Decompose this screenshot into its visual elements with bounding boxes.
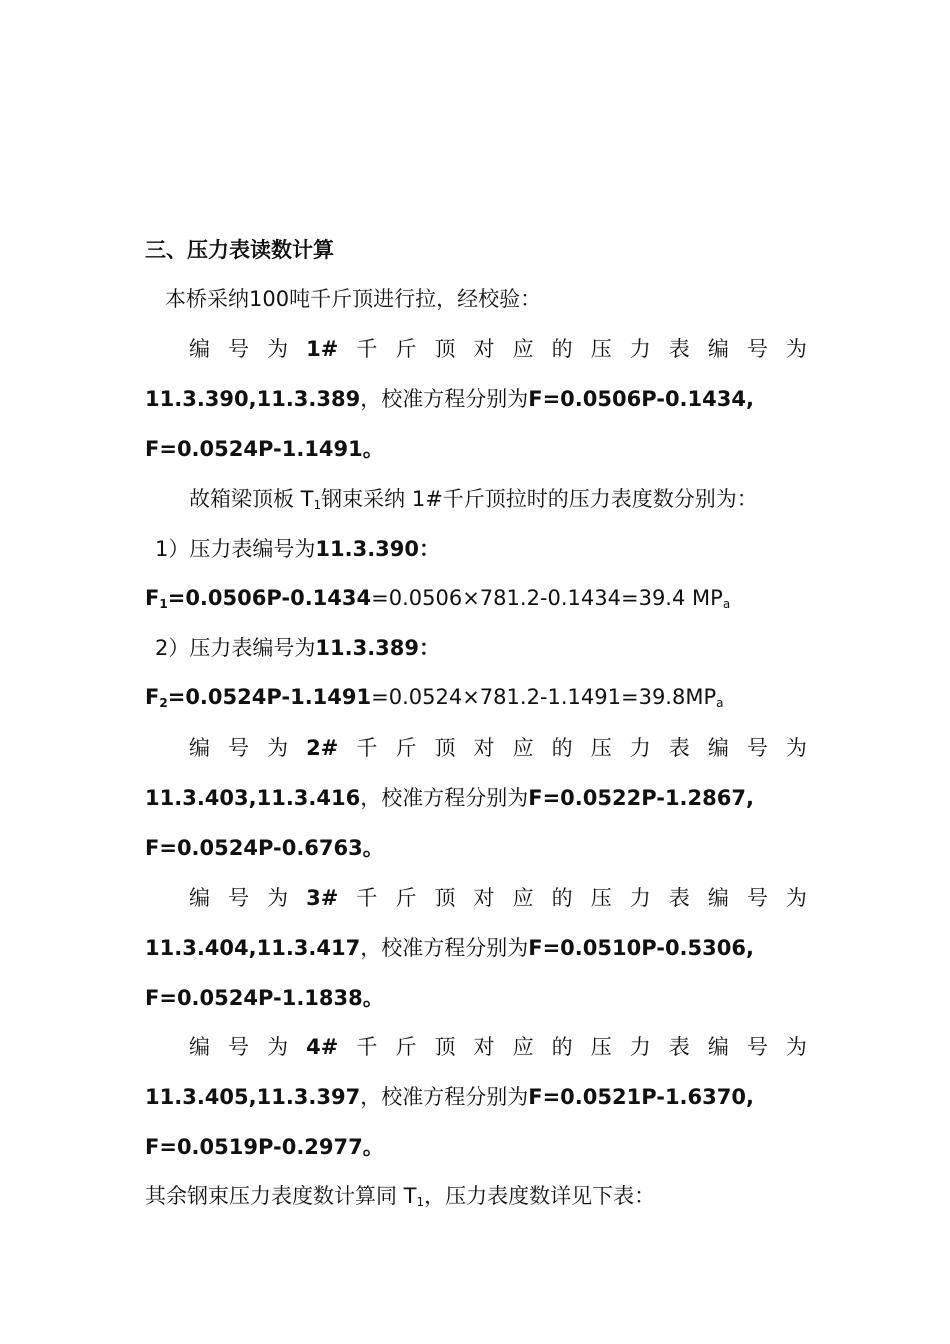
jack-1-gauge-numbers: 11.3.390,11.3.389 xyxy=(145,387,361,411)
jack-2-gauge-line: 11.3.403,11.3.416，校准方程分别为F=0.0522P-1.2867, xyxy=(145,786,754,810)
gauge-2-item: 2）压力表编号为11.3.389： xyxy=(155,636,441,660)
t1-paragraph: 故箱梁顶板 $T_1$钢束采纳 1#千斤顶拉时的压力表度数分别为： xyxy=(189,487,758,512)
jack-4-equation-1: F=0.0521P-1.6370, xyxy=(528,1085,754,1109)
jack-4-equation-2: F=0.0519P-0.2977。 xyxy=(145,1135,384,1159)
jack-2-gauge-numbers: 11.3.403,11.3.416 xyxy=(145,786,361,810)
jack-1-equation-1: F=0.0506P-0.1434, xyxy=(528,387,754,411)
section-heading: 三、压力表读数计算 xyxy=(145,238,334,262)
jack-3-spread-line: 编 号 为 3# 千 斤 顶 对 应 的 压 力 表 编 号 为 xyxy=(189,883,807,913)
jack-1-spread-line: 编 号 为 1# 千 斤 顶 对 应 的 压 力 表 编 号 为 xyxy=(189,334,807,364)
jack-3-gauge-line: 11.3.404,11.3.417，校准方程分别为F=0.0510P-0.5306, xyxy=(145,936,754,960)
jack-1-gauge-line: 11.3.390,11.3.389，校准方程分别为F=0.0506P-0.1434, xyxy=(145,387,754,411)
jack-2-equation-1: F=0.0522P-1.2867, xyxy=(528,786,754,810)
jack-3-gauge-numbers: 11.3.404,11.3.417 xyxy=(145,936,361,960)
gauge-1-formula: $F_1=0.0506P-0.1434=0.0506\times 781.2-0.1434=39.4$ $MP_a$ xyxy=(145,586,731,611)
jack-3-number: 3# xyxy=(306,886,339,910)
gauge-2-formula: $F_2=0.0524P-1.1491=0.0524\times 781.2-1.1491=39.8MP_a$ xyxy=(145,685,724,710)
jack-3-equation-2: F=0.0524P-1.1838。 xyxy=(145,986,384,1010)
jack-1-equation-2: F=0.0524P-1.1491。 xyxy=(145,437,384,461)
intro-paragraph: 本桥采纳100吨千斤顶进行拉，经校验： xyxy=(165,287,542,311)
gauge-1-item: 1）压力表编号为11.3.390： xyxy=(155,537,441,561)
closing-paragraph: 其余钢束压力表度数计算同 $T_1$，压力表度数详见下表： xyxy=(145,1184,656,1209)
jack-4-gauge-numbers: 11.3.405,11.3.397 xyxy=(145,1085,361,1109)
jack-2-number: 2# xyxy=(306,736,339,760)
jack-4-spread-line: 编 号 为 4# 千 斤 顶 对 应 的 压 力 表 编 号 为 xyxy=(189,1032,807,1062)
jack-2-equation-2: F=0.0524P-0.6763。 xyxy=(145,836,384,860)
jack-4-gauge-line: 11.3.405,11.3.397，校准方程分别为F=0.0521P-1.6370, xyxy=(145,1085,754,1109)
jack-1-number: 1# xyxy=(306,337,339,361)
jack-2-spread-line: 编 号 为 2# 千 斤 顶 对 应 的 压 力 表 编 号 为 xyxy=(189,733,807,763)
jack-4-number: 4# xyxy=(306,1035,339,1059)
jack-3-equation-1: F=0.0510P-0.5306, xyxy=(528,936,754,960)
